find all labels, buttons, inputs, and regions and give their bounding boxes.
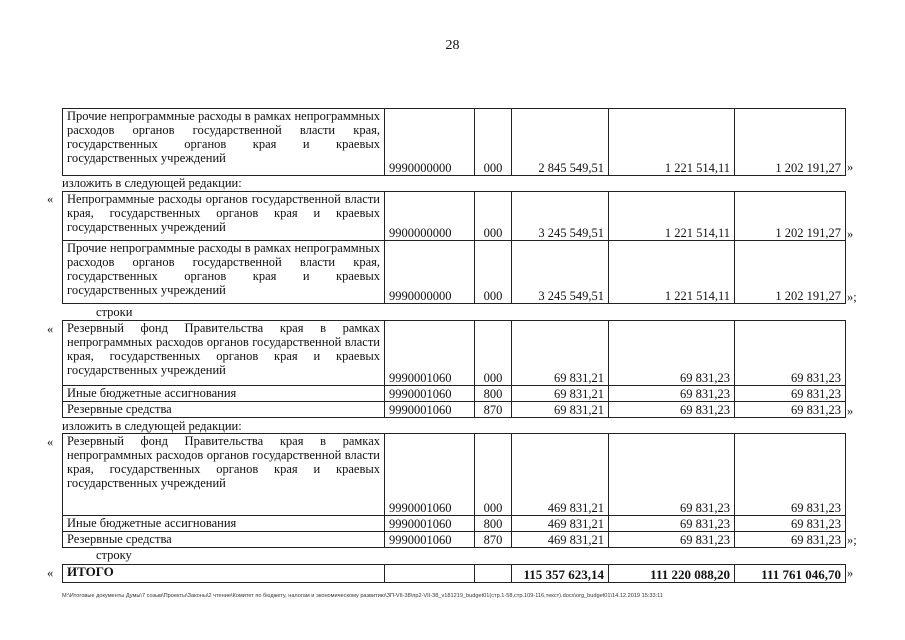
row-code: 9990001060 bbox=[385, 402, 475, 418]
page-number: 28 bbox=[445, 38, 460, 53]
row-name: Прочие непрограммные расходы в рамках непрограммных расходов органов государственной власти края, государственных органов края и краевых государственных учреждений bbox=[63, 109, 385, 176]
row-name: Резервный фонд Правительства края в рамках непрограммных расходов органов государственной власти края, государственных органов края и краевых государственных учреждений bbox=[63, 321, 385, 386]
lines-note: строки bbox=[96, 305, 133, 319]
row-group: 000 bbox=[475, 241, 512, 304]
table-row bbox=[63, 321, 846, 386]
quote-close: » bbox=[847, 404, 854, 418]
table-row bbox=[63, 532, 846, 548]
row-amount-1: 469 831,21 bbox=[512, 434, 609, 516]
row-amount-2: 1 221 514,11 bbox=[609, 109, 735, 176]
quote-open: « bbox=[47, 435, 54, 449]
row-amount-1: 115 357 623,14 bbox=[512, 565, 609, 583]
row-amount-3: 111 761 046,70 bbox=[735, 565, 846, 583]
table-row bbox=[63, 386, 846, 402]
row-code: 9990001060 bbox=[385, 516, 475, 532]
row-amount-1: 2 845 549,51 bbox=[512, 109, 609, 176]
quote-close-semicolon: »; bbox=[847, 533, 857, 547]
row-amount-1: 469 831,21 bbox=[512, 532, 609, 548]
table-row bbox=[63, 241, 846, 304]
budget-table-1 bbox=[62, 108, 846, 176]
budget-table-2 bbox=[62, 191, 846, 304]
row-code: 9990001060 bbox=[385, 532, 475, 548]
row-amount-2: 69 831,23 bbox=[609, 516, 735, 532]
row-code: 9900000000 bbox=[385, 192, 475, 241]
quote-close-semicolon: »; bbox=[847, 290, 857, 304]
table-row bbox=[63, 565, 846, 583]
row-amount-1: 3 245 549,51 bbox=[512, 192, 609, 241]
row-name: Резервные средства bbox=[63, 402, 385, 418]
row-name: Резервные средства bbox=[63, 532, 385, 548]
row-amount-2: 69 831,23 bbox=[609, 386, 735, 402]
row-code: 9990000000 bbox=[385, 109, 475, 176]
table-row bbox=[63, 516, 846, 532]
row-name: Резервный фонд Правительства края в рамках непрограммных расходов органов государственной власти края, государственных органов края и краевых государственных учреждений bbox=[63, 434, 385, 516]
table-row bbox=[63, 402, 846, 418]
row-group: 000 bbox=[475, 321, 512, 386]
row-amount-1: 69 831,21 bbox=[512, 321, 609, 386]
row-name: ИТОГО bbox=[63, 565, 385, 583]
row-group: 000 bbox=[475, 109, 512, 176]
row-amount-3: 69 831,23 bbox=[735, 434, 846, 516]
table-row bbox=[63, 434, 846, 516]
row-name: Иные бюджетные ассигнования bbox=[63, 386, 385, 402]
row-amount-2: 1 221 514,11 bbox=[609, 241, 735, 304]
row-amount-1: 69 831,21 bbox=[512, 402, 609, 418]
budget-table-total bbox=[62, 564, 846, 583]
row-amount-2: 1 221 514,11 bbox=[609, 192, 735, 241]
row-code: 9990001060 bbox=[385, 321, 475, 386]
row-group: 000 bbox=[475, 192, 512, 241]
row-name: Иные бюджетные ассигнования bbox=[63, 516, 385, 532]
budget-table-4 bbox=[62, 433, 846, 548]
row-group: 870 bbox=[475, 402, 512, 418]
row-amount-1: 69 831,21 bbox=[512, 386, 609, 402]
row-amount-2: 69 831,23 bbox=[609, 321, 735, 386]
row-amount-3: 69 831,23 bbox=[735, 321, 846, 386]
file-path-footer: M:\Итоговые документы Думы\7 созыв\Проекты\Законы\2 чтение\Комитет по бюджету, налогам и экономическому развитию\ЗП-VII-38\пр2-VII-38_v181219_budget01(стр.1-58,стр.109-116,текст).docx\org_budget01\14.12.2019 15:33:11 bbox=[62, 593, 663, 599]
row-code: 9990000000 bbox=[385, 241, 475, 304]
row-amount-3: 1 202 191,27 bbox=[735, 109, 846, 176]
budget-table-3 bbox=[62, 320, 846, 418]
row-amount-3: 1 202 191,27 bbox=[735, 192, 846, 241]
row-code bbox=[385, 565, 475, 583]
table-row bbox=[63, 192, 846, 241]
replace-note-2: изложить в следующей редакции: bbox=[62, 419, 242, 433]
row-amount-2: 111 220 088,20 bbox=[609, 565, 735, 583]
row-amount-1: 469 831,21 bbox=[512, 516, 609, 532]
row-amount-3: 69 831,23 bbox=[735, 402, 846, 418]
replace-note-1: изложить в следующей редакции: bbox=[62, 176, 242, 190]
quote-open: « bbox=[47, 322, 54, 336]
row-amount-3: 69 831,23 bbox=[735, 532, 846, 548]
row-amount-1: 3 245 549,51 bbox=[512, 241, 609, 304]
row-group: 800 bbox=[475, 386, 512, 402]
row-amount-2: 69 831,23 bbox=[609, 402, 735, 418]
row-group bbox=[475, 565, 512, 583]
row-code: 9990001060 bbox=[385, 434, 475, 516]
row-code: 9990001060 bbox=[385, 386, 475, 402]
row-amount-2: 69 831,23 bbox=[609, 532, 735, 548]
row-name: Непрограммные расходы органов государственной власти края, государственных органов края и краевых государственных учреждений bbox=[63, 192, 385, 241]
quote-close: » bbox=[847, 566, 854, 580]
quote-open: « bbox=[47, 566, 54, 580]
row-group: 000 bbox=[475, 434, 512, 516]
row-name: Прочие непрограммные расходы в рамках непрограммных расходов органов государственной власти края, государственных органов края и краевых государственных учреждений bbox=[63, 241, 385, 304]
quote-open: « bbox=[47, 192, 54, 206]
table-row bbox=[63, 109, 846, 176]
row-amount-3: 69 831,23 bbox=[735, 386, 846, 402]
line-note: строку bbox=[96, 548, 132, 562]
quote-close: » bbox=[847, 227, 854, 241]
row-group: 800 bbox=[475, 516, 512, 532]
row-amount-3: 69 831,23 bbox=[735, 516, 846, 532]
row-amount-2: 69 831,23 bbox=[609, 434, 735, 516]
quote-close: » bbox=[847, 160, 854, 174]
row-group: 870 bbox=[475, 532, 512, 548]
row-amount-3: 1 202 191,27 bbox=[735, 241, 846, 304]
